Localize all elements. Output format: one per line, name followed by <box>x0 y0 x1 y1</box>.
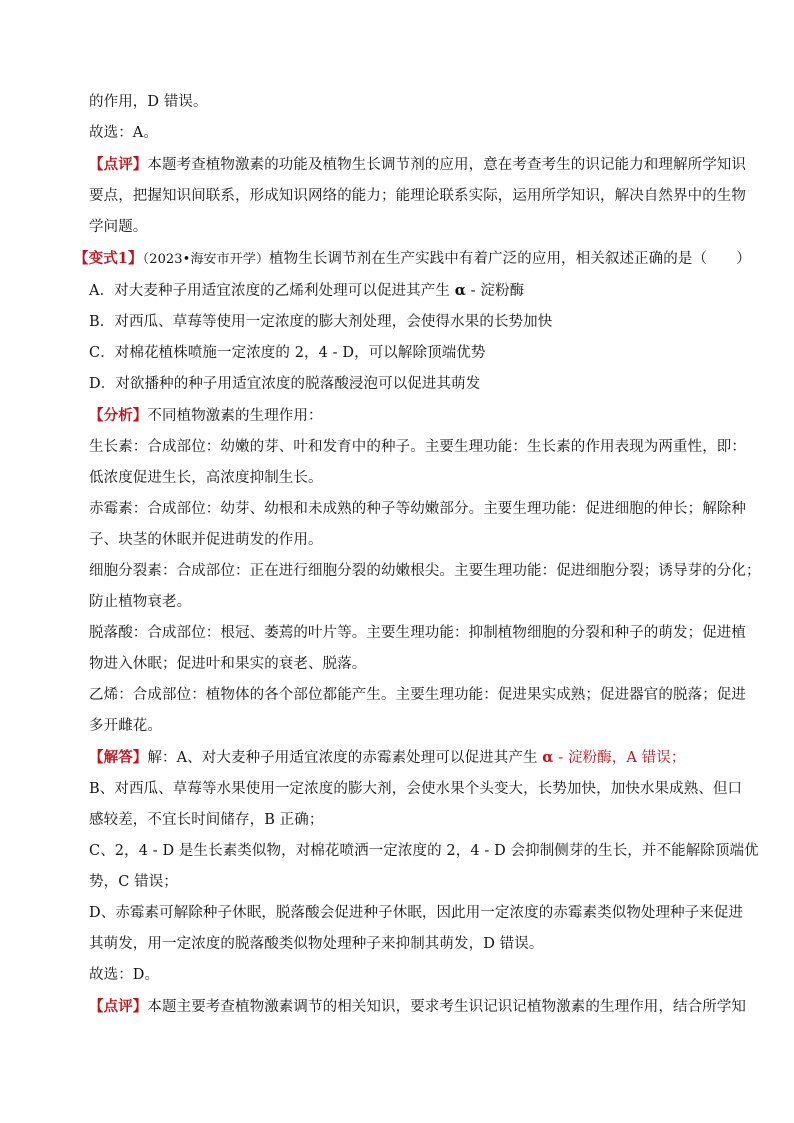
variant-tag: 【变式1】 <box>74 250 143 267</box>
analysis-tag: 【分析】 <box>89 407 148 424</box>
comment-line: 【点评】本题考查植物激素的功能及植物生长调节剂的应用，意在考查考生的识记能力和理解所学知识 <box>89 156 747 173</box>
answer-line: 故选：D。 <box>89 967 160 983</box>
text-line: 低浓度促进生长，高浓度抑制生长。 <box>89 470 323 486</box>
text-line: D、赤霉素可解除种子休眠，脱落酸会促进种子休眠，因此用一定浓度的赤霉素类似物处理种子来促进 <box>89 905 744 921</box>
text-line: 子、块茎的休眠并促进萌发的作用。 <box>89 532 323 548</box>
text-line: 感较差，不宜长时间储存，B 正确； <box>89 812 324 828</box>
text-line: 细胞分裂素：合成部位：正在进行细胞分裂的幼嫩根尖。主要生理功能：促进细胞分裂；诱导芽的分化； <box>89 563 761 579</box>
solution-line: 【解答】解：A、对大麦种子用适宜浓度的赤霉素处理可以促进其产生 α - 淀粉酶，A 错误； <box>89 749 686 766</box>
comment-line: 【点评】本题主要考查植物激素调节的相关知识，要求考生识记识记植物激素的生理作用，结合所学知 <box>89 998 747 1015</box>
comment-tag: 【点评】 <box>89 156 148 173</box>
text-line: 防止植物衰老。 <box>89 594 192 610</box>
option-c: C．对棉花植株喷施一定浓度的 2，4 - D，可以解除顶端优势 <box>89 345 486 361</box>
text-line: 要点，把握知识间联系，形成知识网络的能力；能理论联系实际，运用所学知识，解决自然界中的生物 <box>89 188 746 204</box>
text-line: 物进入休眠；促进叶和果实的衰老、脱落。 <box>89 656 367 672</box>
variant-question: 【变式1】（2023•海安市开学）植物生长调节剂在生产实践中有着广泛的应用，相关叙述正确的是（ ） <box>74 250 751 267</box>
document-body <box>74 92 761 1028</box>
analysis-line: 【分析】不同植物激素的生理作用： <box>89 407 323 424</box>
option-b: B．对西瓜、草莓等使用一定浓度的膨大剂处理，会使得水果的长势加快 <box>89 314 553 330</box>
text-line: 赤霉素：合成部位：幼芽、幼根和未成熟的种子等幼嫩部分。主要生理功能：促进细胞的伸长；解除种 <box>89 501 746 517</box>
text-line: C、2，4 - D 是生长素类似物，对棉花喷洒一定浓度的 2，4 - D 会抑制侧芽的生长，并不能解除顶端优 <box>89 843 759 859</box>
text-line: 其萌发，用一定浓度的脱落酸类似物处理种子来抑制其萌发，D 错误。 <box>89 936 544 952</box>
question-source: （2023•海安市开学） <box>142 252 270 267</box>
text-line: 生长素：合成部位：幼嫩的芽、叶和发育中的种子。主要生理功能：生长素的作用表现为两重性，即： <box>89 439 746 455</box>
option-a: A．对大麦种子用适宜浓度的乙烯利处理可以促进其产生 α - 淀粉酶 <box>89 282 525 299</box>
option-d: D．对欲播种的种子用适宜浓度的脱落酸浸泡可以促进其萌发 <box>89 376 481 392</box>
solution-tag: 【解答】 <box>89 749 148 766</box>
text-line: 多开雌花。 <box>89 718 162 734</box>
text-line: 的作用，D 错误。 <box>89 94 208 110</box>
text-line: 势，C 错误； <box>89 874 178 890</box>
comment-tag: 【点评】 <box>89 998 148 1015</box>
text-line: 乙烯：合成部位：植物体的各个部位都能产生。主要生理功能：促进果实成熟；促进器官的脱落；促进 <box>89 687 746 703</box>
answer-line: 故选：A。 <box>89 125 158 141</box>
text-line: 学问题。 <box>89 219 148 235</box>
text-line: 脱落酸：合成部位：根冠、萎蔫的叶片等。主要生理功能：抑制植物细胞的分裂和种子的萌发；促进植 <box>89 625 746 641</box>
text-line: B、对西瓜、草莓等水果使用一定浓度的膨大剂，会使水果个头变大，长势加快，加快水果成熟、但口 <box>89 781 743 797</box>
